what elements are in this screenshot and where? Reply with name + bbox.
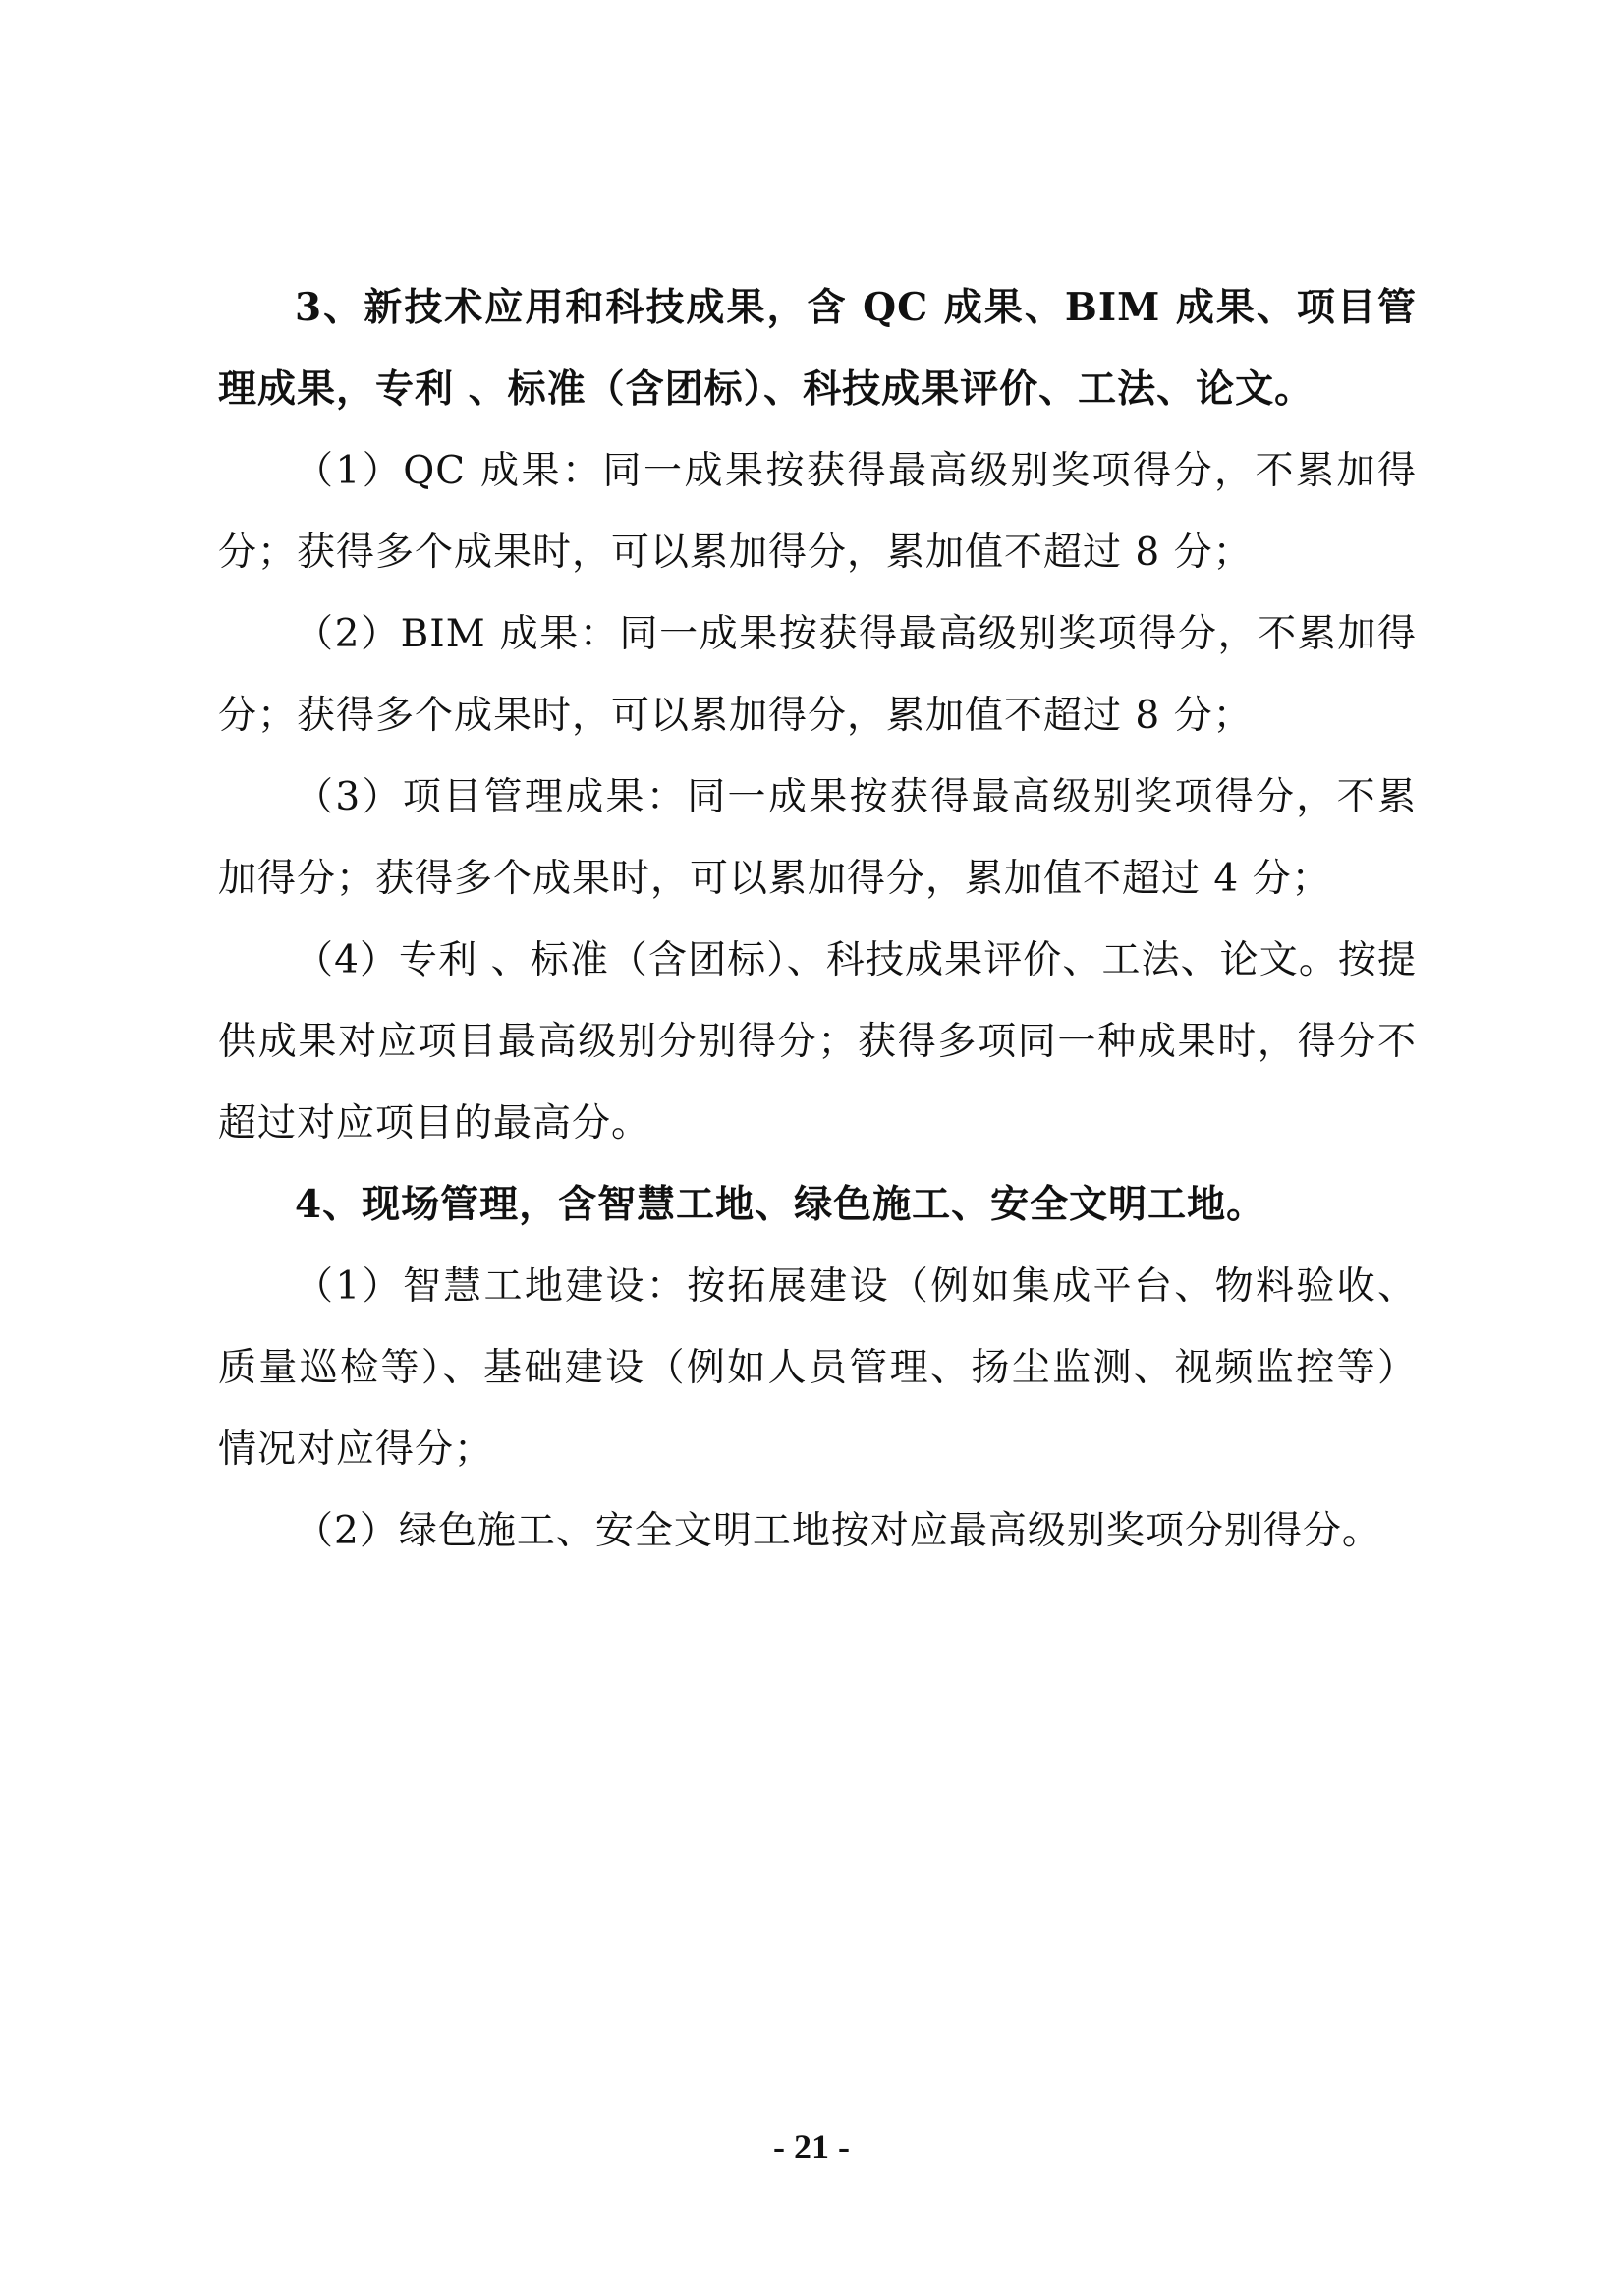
paragraph-green-construction: （2）绿色施工、安全文明工地按对应最高级别奖项分别得分。 <box>295 1509 1381 1553</box>
paragraph-smart-site: （1）智慧工地建设：按拓展建设（例如集成平台、物料验收、质量巡检等）、基础建设（例如人员管理、扬尘监测、视频监控等）情况对应得分； <box>218 1264 1417 1472</box>
paragraph-project-management-results: （3）项目管理成果：同一成果按获得最高级别奖项得分，不累加得分；获得多个成果时，可以累加得分，累加值不超过 4 分； <box>218 775 1417 901</box>
document-body <box>218 267 1417 1572</box>
section-heading-4: 4、现场管理，含智慧工地、绿色施工、安全文明工地。 <box>295 1182 1266 1227</box>
paragraph-bim-results: （2）BIM 成果：同一成果按获得最高级别奖项得分，不累加得分；获得多个成果时，可以累加得分，累加值不超过 8 分； <box>218 612 1417 738</box>
paragraph-qc-results: （1）QC 成果：同一成果按获得最高级别奖项得分，不累加得分；获得多个成果时，可以累加得分，累加值不超过 8 分； <box>218 449 1417 575</box>
page-number: - 21 - <box>773 2127 850 2166</box>
paragraph-patents-standards: （4）专利 、标准（含团标）、科技成果评价、工法、论文。按提供成果对应项目最高级别分别得分；获得多项同一种成果时，得分不超过对应项目的最高分。 <box>218 938 1417 1146</box>
section-heading-3: 3、新技术应用和科技成果，含 QC 成果、BIM 成果、项目管理成果，专利 、标准（含团标）、科技成果评价、工法、论文。 <box>218 285 1417 412</box>
